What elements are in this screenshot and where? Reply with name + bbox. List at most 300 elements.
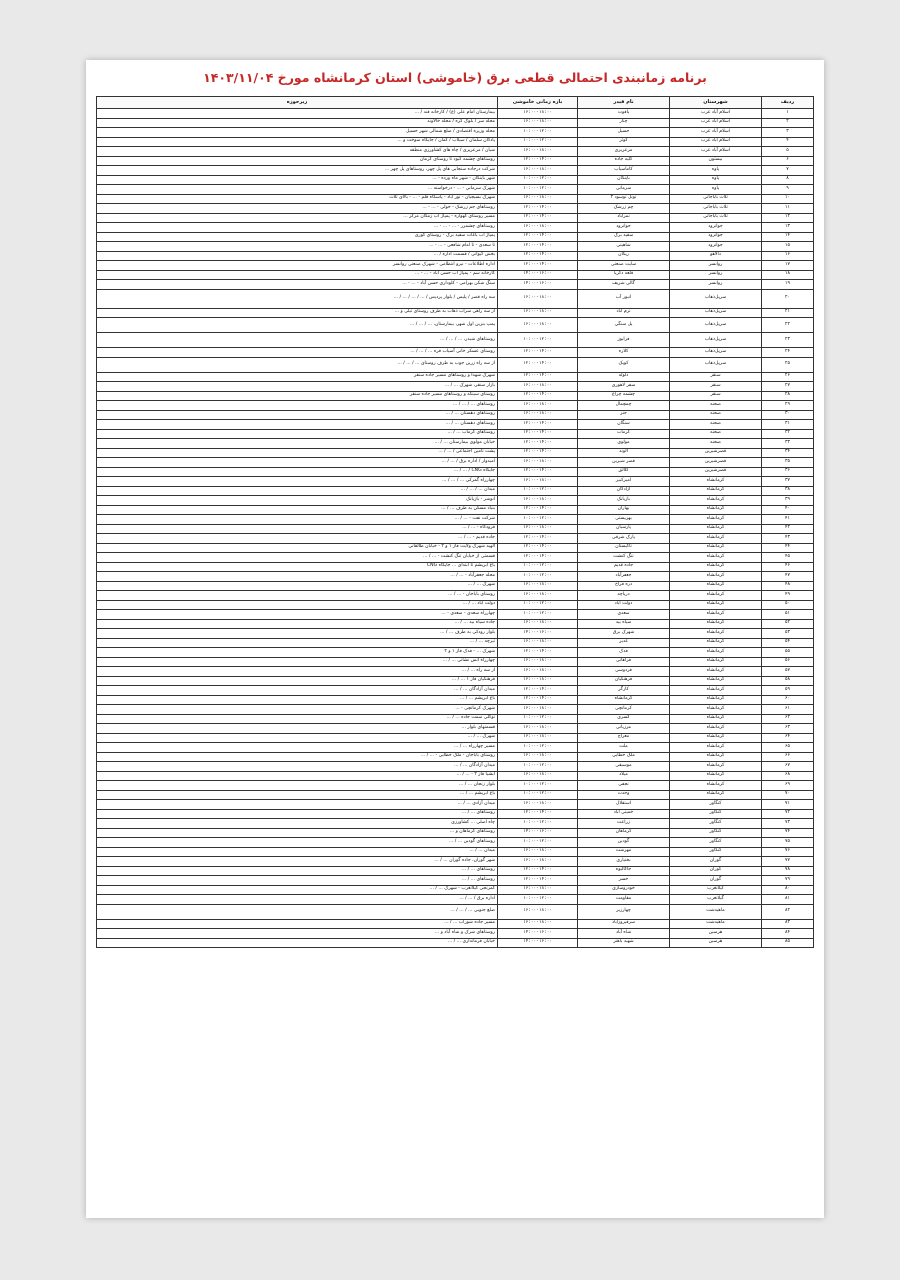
city-cell: اسلام آباد غرب (670, 118, 762, 128)
row-number-cell: ۲۴ (762, 348, 814, 358)
area-cell: چاه اصلی ... کشاورزی (97, 819, 498, 829)
city-cell: کنگاور (670, 847, 762, 857)
area-cell: باغ ابریشم ... / ... (97, 790, 498, 800)
area-cell: توکلی سمت جاده ... / ... (97, 714, 498, 724)
feeder-cell: بهاران (578, 505, 670, 515)
area-cell: بیمارستان امام علی (ع) / کارخانه قند / ... (97, 109, 498, 119)
row-number-cell: ۴۲ (762, 524, 814, 534)
city-cell: سرپل‌ذهاب (670, 318, 762, 333)
table-row (97, 420, 814, 430)
time-cell: ۱۶:۰۰-۱۸:۰۰ (498, 401, 578, 411)
city-cell: قصرشیرین (670, 448, 762, 458)
row-number-cell: ۲۸ (762, 391, 814, 401)
area-cell: تا سعدی - تا امام شافعی - ... - ... (97, 242, 498, 252)
city-cell: سرپل‌ذهاب (670, 357, 762, 372)
feeder-cell: شاه آباد (578, 929, 670, 939)
area-cell: قسمتی از خیابان تنگ کنشت - ... / ... (97, 553, 498, 563)
area-cell: روستاهای چشمزر - ... - ... - ... (97, 223, 498, 233)
row-number-cell: ۴۱ (762, 515, 814, 525)
feeder-cell: تونل نوسود ۲ (578, 194, 670, 204)
row-number-cell: ۴۰ (762, 505, 814, 515)
area-cell: از سه راه زرین جوب به طرف روستای ... / ... / ... (97, 357, 498, 372)
area-cell: سه راه قصر / پلیس / بلوار پردیس / ... / ... / ... / ... (97, 289, 498, 308)
feeder-cell: فراهانی (578, 657, 670, 667)
table-row (97, 695, 814, 705)
feeder-cell: سفر لاهوری (578, 382, 670, 392)
area-cell: محله وزیره اقتصادی / ضلع شمالی شهر حسیل (97, 128, 498, 138)
row-number-cell: ۴ (762, 137, 814, 147)
row-number-cell: ۶۱ (762, 705, 814, 715)
feeder-cell: موسیقی (578, 762, 670, 772)
area-cell: باغ ابریشم ... / ... (97, 695, 498, 705)
feeder-cell: نجفی (578, 781, 670, 791)
row-number-cell: ۸۵ (762, 938, 814, 948)
table-row (97, 505, 814, 515)
table-body (97, 109, 814, 948)
row-number-cell: ۴۴ (762, 543, 814, 553)
table-row (97, 477, 814, 487)
table-row (97, 486, 814, 496)
table-row (97, 610, 814, 620)
city-cell: کرمانشاه (670, 676, 762, 686)
time-cell: ۱۰:۰۰-۱۲:۰۰ (498, 743, 578, 753)
feeder-cell: کرماهان (578, 828, 670, 838)
time-cell: ۱۲:۰۰-۱۴:۰۰ (498, 543, 578, 553)
time-cell: ۱۶:۰۰-۱۸:۰۰ (498, 166, 578, 176)
table-row (97, 600, 814, 610)
time-cell: ۱۶:۰۰-۱۸:۰۰ (498, 477, 578, 487)
city-cell: کرمانشاه (670, 752, 762, 762)
area-cell: شهرک شهدا و روستاهای مسیر جاده سنقر (97, 372, 498, 382)
table-row (97, 118, 814, 128)
row-number-cell: ۳۰ (762, 410, 814, 420)
feeder-cell: سعدی (578, 610, 670, 620)
table-row (97, 166, 814, 176)
city-cell: جوانرود (670, 232, 762, 242)
area-cell: خیابان فرمانداری ... / ... (97, 938, 498, 948)
feeder-cell: گودین (578, 838, 670, 848)
city-cell: سرپل‌ذهاب (670, 308, 762, 318)
area-cell: امیدوار / اداره برق / ... / ... (97, 458, 498, 468)
row-number-cell: ۱۴ (762, 232, 814, 242)
feeder-cell: پارسیان (578, 524, 670, 534)
row-number-cell: ۵۹ (762, 686, 814, 696)
area-cell: شهر باینگان - شهر ماه ورده - ... (97, 175, 498, 185)
time-cell: ۱۶:۰۰-۱۸:۰۰ (498, 118, 578, 128)
table-row (97, 458, 814, 468)
table-row (97, 223, 814, 233)
table-row (97, 572, 814, 582)
table-row (97, 137, 814, 147)
city-cell: کرمانشاه (670, 543, 762, 553)
time-cell: ۱۰:۰۰-۱۲:۰۰ (498, 610, 578, 620)
city-cell: کرمانشاه (670, 790, 762, 800)
area-cell: شهرک سرمانی - ... - درخواسته ... (97, 185, 498, 195)
area-cell: دولت آباد ... / ... (97, 600, 498, 610)
time-cell: ۱۰:۰۰-۱۲:۰۰ (498, 895, 578, 905)
row-number-cell: ۷۶ (762, 847, 814, 857)
area-cell: بلوار زنجان ... / ... (97, 781, 498, 791)
feeder-cell: ملت (578, 743, 670, 753)
table-row (97, 553, 814, 563)
header-feeder: نام فیدر (578, 97, 670, 109)
row-number-cell: ۷۵ (762, 838, 814, 848)
time-cell: ۱۲:۰۰-۱۴:۰۰ (498, 876, 578, 886)
time-cell: ۱۶:۰۰-۱۸:۰۰ (498, 733, 578, 743)
table-row (97, 885, 814, 895)
table-row (97, 232, 814, 242)
feeder-cell: تاکبستان (578, 543, 670, 553)
row-number-cell: ۲۰ (762, 289, 814, 308)
city-cell: کنگاور (670, 800, 762, 810)
city-cell: صحنه (670, 439, 762, 449)
document-title: برنامه زمانبندی احتمالی قطعی برق (خاموشی) استان کرمانشاه مورخ ۱۴۰۳/۱۱/۰۴ (203, 70, 707, 85)
outage-schedule-table (96, 96, 814, 948)
city-cell: کرمانشاه (670, 638, 762, 648)
table-row (97, 781, 814, 791)
area-cell: بنیاد مسکن به طرف ... / ... (97, 505, 498, 515)
table-row (97, 391, 814, 401)
city-cell: اسلام آباد غرب (670, 128, 762, 138)
time-cell: ۱۰:۰۰-۱۲:۰۰ (498, 333, 578, 348)
time-cell: ۱۶:۰۰-۱۸:۰۰ (498, 919, 578, 929)
table-row (97, 724, 814, 734)
area-cell: پمپاژ آب باغات سفید برگ - روستای کوری (97, 232, 498, 242)
feeder-cell: سیاه بید (578, 619, 670, 629)
row-number-cell: ۴۷ (762, 572, 814, 582)
feeder-cell: کرمانچی (578, 705, 670, 715)
row-number-cell: ۳۷ (762, 477, 814, 487)
city-cell: کنگاور (670, 838, 762, 848)
table-row (97, 270, 814, 280)
feeder-cell: کارگر (578, 686, 670, 696)
time-cell: ۱۶:۰۰-۱۸:۰۰ (498, 308, 578, 318)
row-number-cell: ۶۴ (762, 733, 814, 743)
city-cell: کرمانشاه (670, 781, 762, 791)
area-cell: روستاهای چشمه کبود تا روستای کرمان (97, 156, 498, 166)
time-cell: ۱۲:۰۰-۱۴:۰۰ (498, 232, 578, 242)
row-number-cell: ۴۸ (762, 581, 814, 591)
area-cell: روستاهای جم زرشک - خولی - ... - ... (97, 204, 498, 214)
row-number-cell: ۱۱ (762, 204, 814, 214)
area-cell: روستای سینگه و روستاهای مسیر جاده سنقر (97, 391, 498, 401)
header-row-number: ردیف (762, 97, 814, 109)
table-row (97, 876, 814, 886)
time-cell: ۱۴:۰۰-۱۶:۰۰ (498, 929, 578, 939)
row-number-cell: ۲۳ (762, 333, 814, 348)
city-cell: کرمانشاه (670, 486, 762, 496)
table-row (97, 128, 814, 138)
city-cell: پاوه (670, 175, 762, 185)
feeder-cell: سایت صنعتی (578, 261, 670, 271)
feeder-cell: گلالق (578, 467, 670, 477)
time-cell: ۱۶:۰۰-۱۸:۰۰ (498, 619, 578, 629)
feeder-cell: دولت آباد (578, 600, 670, 610)
time-cell: ۱۶:۰۰-۱۸:۰۰ (498, 581, 578, 591)
area-cell: اداره برق / ... / ... (97, 895, 498, 905)
city-cell: کرمانشاه (670, 505, 762, 515)
time-cell: ۱۶:۰۰-۱۸:۰۰ (498, 194, 578, 204)
time-cell: ۱۲:۰۰-۱۴:۰۰ (498, 448, 578, 458)
city-cell: کرمانشاه (670, 762, 762, 772)
area-cell: از سه راه ... / ... (97, 667, 498, 677)
row-number-cell: ۷۷ (762, 857, 814, 867)
row-number-cell: ۵ (762, 147, 814, 157)
time-cell: ۱۲:۰۰-۱۴:۰۰ (498, 439, 578, 449)
table-row (97, 904, 814, 919)
time-cell: ۱۶:۰۰-۱۸:۰۰ (498, 318, 578, 333)
feeder-cell: دلوله (578, 372, 670, 382)
area-cell: روستاهای شیدر، ... / ... / ... (97, 333, 498, 348)
feeder-cell: مرعزیزی (578, 147, 670, 157)
area-cell: جاده قدیم - ... / ... (97, 534, 498, 544)
feeder-cell: زراعت (578, 819, 670, 829)
city-cell: کرمانشاه (670, 524, 762, 534)
table-row (97, 156, 814, 166)
city-cell: کرمانشاه (670, 771, 762, 781)
table-row (97, 410, 814, 420)
row-number-cell: ۳۴ (762, 448, 814, 458)
row-number-cell: ۷۹ (762, 876, 814, 886)
time-cell: ۱۰:۰۰-۱۲:۰۰ (498, 515, 578, 525)
header-area: زیرحوزه (97, 97, 498, 109)
time-cell: ۱۰:۰۰-۱۲:۰۰ (498, 819, 578, 829)
row-number-cell: ۶۲ (762, 714, 814, 724)
table-row (97, 534, 814, 544)
time-cell: ۱۶:۰۰-۱۸:۰۰ (498, 676, 578, 686)
time-cell: ۱۴:۰۰-۱۶:۰۰ (498, 629, 578, 639)
time-cell: ۱۲:۰۰-۱۴:۰۰ (498, 505, 578, 515)
area-cell: کارخانه سم - پمپاژ آب حسن آباد - ... - ... (97, 270, 498, 280)
city-cell: قصرشیرین (670, 458, 762, 468)
table-header-row (97, 97, 814, 109)
row-number-cell: ۱۷ (762, 261, 814, 271)
row-number-cell: ۵۵ (762, 648, 814, 658)
row-number-cell: ۵۰ (762, 600, 814, 610)
row-number-cell: ۸ (762, 175, 814, 185)
city-cell: کرمانشاه (670, 610, 762, 620)
city-cell: کرمانشاه (670, 553, 762, 563)
row-number-cell: ۸۲ (762, 904, 814, 919)
area-cell: الهیه شهرک ولایت فاز ۱ و ۲ - خیابان طالقانی (97, 543, 498, 553)
time-cell: ۱۰:۰۰-۱۲:۰۰ (498, 175, 578, 185)
time-cell: ۱۶:۰۰-۱۸:۰۰ (498, 410, 578, 420)
table-row (97, 524, 814, 534)
area-cell: جایگاه CNG / ... / ... (97, 467, 498, 477)
table-row (97, 638, 814, 648)
city-cell: گوران (670, 876, 762, 886)
area-cell: شهرک ... / ... (97, 581, 498, 591)
time-cell: ۱۲:۰۰-۱۴:۰۰ (498, 261, 578, 271)
table-row (97, 467, 814, 477)
city-cell: روانسر (670, 261, 762, 271)
area-cell: مسیر روستای کهواره - پمپاژ آب زمکان مرکز ... (97, 213, 498, 223)
area-cell: ضلع جنوبی ... / ... / ... (97, 904, 498, 919)
city-cell: اسلام آباد غرب (670, 109, 762, 119)
row-number-cell: ۶۹ (762, 781, 814, 791)
table-row (97, 733, 814, 743)
row-number-cell: ۲۶ (762, 372, 814, 382)
row-number-cell: ۶ (762, 156, 814, 166)
time-cell: ۱۲:۰۰-۱۴:۰۰ (498, 242, 578, 252)
city-cell: گوران (670, 857, 762, 867)
table-row (97, 752, 814, 762)
table-row (97, 429, 814, 439)
area-cell: شیان / مرعزیزی / چاه های کشاورزی منطقه (97, 147, 498, 157)
area-cell: میدان آزادگان ... / ... (97, 762, 498, 772)
feeder-cell: سفید برگ (578, 232, 670, 242)
feeder-cell: مولوی (578, 439, 670, 449)
row-number-cell: ۳۳ (762, 439, 814, 449)
time-cell: ۱۶:۰۰-۱۸:۰۰ (498, 800, 578, 810)
area-cell: روستاهای دهستان ... / ... (97, 420, 498, 430)
city-cell: هرسین (670, 938, 762, 948)
city-cell: پاوه (670, 166, 762, 176)
feeder-cell: چنار (578, 118, 670, 128)
table-row (97, 919, 814, 929)
city-cell: کرمانشاه (670, 619, 762, 629)
row-number-cell: ۴۶ (762, 562, 814, 572)
area-cell: روستاهای ... / ... (97, 809, 498, 819)
table-row (97, 847, 814, 857)
time-cell: ۱۶:۰۰-۱۸:۰۰ (498, 223, 578, 233)
feeder-cell: وحدت (578, 790, 670, 800)
city-cell: کرمانشاه (670, 496, 762, 506)
feeder-cell: جاکالیوه (578, 866, 670, 876)
city-cell: سنقر (670, 391, 762, 401)
time-cell: ۱۰:۰۰-۱۲:۰۰ (498, 128, 578, 138)
time-cell: ۱۴:۰۰-۱۶:۰۰ (498, 280, 578, 290)
table-row (97, 686, 814, 696)
table-row (97, 743, 814, 753)
feeder-cell: جنز (578, 410, 670, 420)
city-cell: کنگاور (670, 828, 762, 838)
feeder-cell: شهرک برق (578, 629, 670, 639)
time-cell: ۱۴:۰۰-۱۶:۰۰ (498, 938, 578, 948)
table-row (97, 109, 814, 119)
feeder-cell: استقلال (578, 800, 670, 810)
city-cell: دالاهو (670, 251, 762, 261)
feeder-cell: کسری (578, 714, 670, 724)
feeder-cell: غدیر (578, 638, 670, 648)
row-number-cell: ۵۳ (762, 629, 814, 639)
time-cell: ۱۶:۰۰-۱۸:۰۰ (498, 667, 578, 677)
time-cell: ۱۶:۰۰-۱۸:۰۰ (498, 752, 578, 762)
city-cell: اسلام آباد غرب (670, 147, 762, 157)
time-cell: ۱۲:۰۰-۱۴:۰۰ (498, 686, 578, 696)
city-cell: سرپل‌ذهاب (670, 289, 762, 308)
row-number-cell: ۴۳ (762, 534, 814, 544)
feeder-cell: باینگان (578, 175, 670, 185)
feeder-cell: فرابوز (578, 333, 670, 348)
area-cell: سنگ شکن بهرامی - کلوداری حسن آباد - ... - ... (97, 280, 498, 290)
row-number-cell: ۳۲ (762, 429, 814, 439)
city-cell: ثلاث باباجانی (670, 194, 762, 204)
row-number-cell: ۴۵ (762, 553, 814, 563)
row-number-cell: ۷۴ (762, 828, 814, 838)
area-cell: روستاهای ... / ... / ... (97, 401, 498, 411)
row-number-cell: ۶۶ (762, 752, 814, 762)
city-cell: کرمانشاه (670, 743, 762, 753)
city-cell: کنگاور (670, 819, 762, 829)
table-row (97, 809, 814, 819)
city-cell: کرمانشاه (670, 733, 762, 743)
table-row (97, 619, 814, 629)
table-row (97, 289, 814, 308)
row-number-cell: ۳ (762, 128, 814, 138)
table-row (97, 251, 814, 261)
feeder-cell: معراج (578, 733, 670, 743)
table-row (97, 401, 814, 411)
table-row (97, 147, 814, 157)
row-number-cell: ۱۸ (762, 270, 814, 280)
row-number-cell: ۲ (762, 118, 814, 128)
feeder-cell: گالی شریف (578, 280, 670, 290)
feeder-cell: میلاد (578, 771, 670, 781)
time-cell: ۱۶:۰۰-۱۸:۰۰ (498, 496, 578, 506)
feeder-cell: مقاومت (578, 895, 670, 905)
city-cell: صحنه (670, 420, 762, 430)
row-number-cell: ۷۸ (762, 866, 814, 876)
row-number-cell: ۳۶ (762, 467, 814, 477)
table-row (97, 175, 814, 185)
feeder-cell: دره فراخ (578, 581, 670, 591)
table-row (97, 591, 814, 601)
city-cell: صحنه (670, 429, 762, 439)
area-cell: روستای باباجان - ... / ... (97, 591, 498, 601)
area-cell: بخش کیوانی / قسمت اداره / ... (97, 251, 498, 261)
area-cell: قسمتهای بلوار ... (97, 724, 498, 734)
feeder-cell: ملک خطایی (578, 752, 670, 762)
time-cell: ۱۰:۰۰-۱۲:۰۰ (498, 714, 578, 724)
time-cell: ۱۶:۰۰-۱۸:۰۰ (498, 524, 578, 534)
row-number-cell: ۲۵ (762, 357, 814, 372)
city-cell: قصرشیرین (670, 467, 762, 477)
time-cell: ۱۲:۰۰-۱۴:۰۰ (498, 251, 578, 261)
row-number-cell: ۶۰ (762, 695, 814, 705)
area-cell: روستاهای ... / ... (97, 876, 498, 886)
table-row (97, 705, 814, 715)
city-cell: گوران (670, 866, 762, 876)
city-cell: کرمانشاه (670, 562, 762, 572)
row-number-cell: ۸۱ (762, 895, 814, 905)
table-row (97, 790, 814, 800)
feeder-cell: قلعه دکریا (578, 270, 670, 280)
time-cell: ۱۶:۰۰-۱۸:۰۰ (498, 289, 578, 308)
city-cell: ماهیدشت (670, 919, 762, 929)
feeder-cell: کرمانشاه (578, 695, 670, 705)
city-cell: کرمانشاه (670, 667, 762, 677)
area-cell: شهرک بسیجیان - نور آباد - پاسگاه قلم - ... - بالای ثلاث (97, 194, 498, 204)
city-cell: کرمانشاه (670, 657, 762, 667)
table-row (97, 382, 814, 392)
row-number-cell: ۵۶ (762, 657, 814, 667)
city-cell: سنقر (670, 382, 762, 392)
area-cell: اداره اطلاعات - نیرو انتظامی - شهرک صنعتی روانسر (97, 261, 498, 271)
feeder-cell: خمینی آباد (578, 809, 670, 819)
feeder-cell: چمچمال (578, 401, 670, 411)
feeder-cell: حسیل (578, 128, 670, 138)
area-cell: بلوار رودکی به طرف ... / ... (97, 629, 498, 639)
table-row (97, 929, 814, 939)
city-cell: اسلام آباد غرب (670, 137, 762, 147)
city-cell: کرمانشاه (670, 629, 762, 639)
area-cell: روستای باباجان - ملک خطایی - ... / ... (97, 752, 498, 762)
row-number-cell: ۳۵ (762, 458, 814, 468)
table-row (97, 828, 814, 838)
feeder-cell: فردوسی (578, 667, 670, 677)
city-cell: ثلاث باباجانی (670, 213, 762, 223)
